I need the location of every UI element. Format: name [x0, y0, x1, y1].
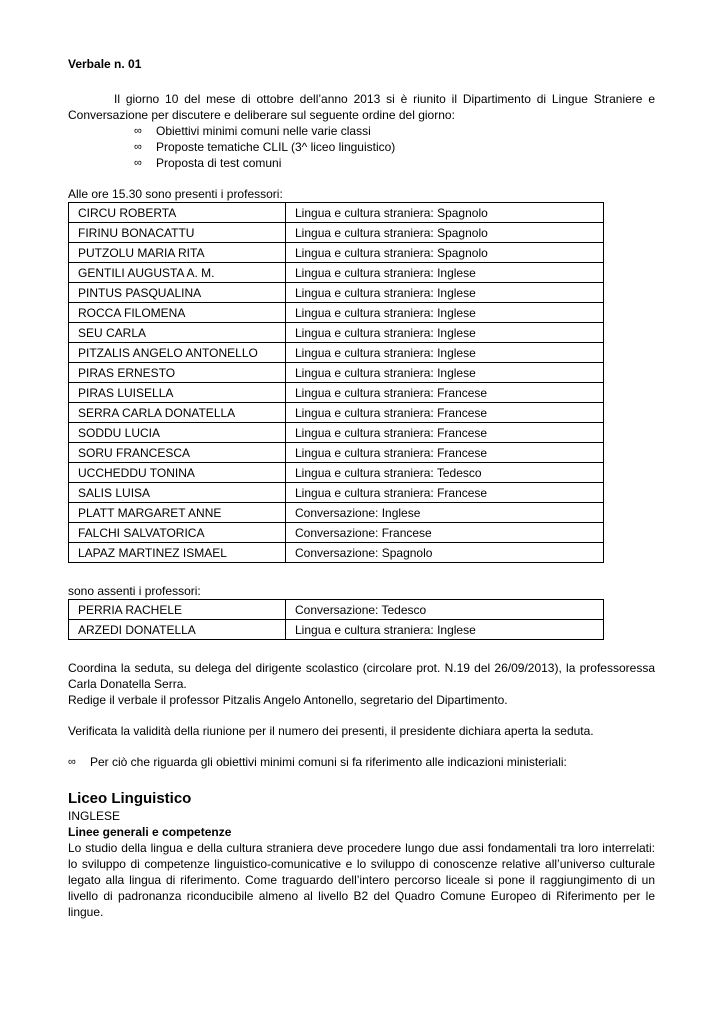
table-row: [69, 323, 604, 343]
subject-cell: Lingua e cultura straniera: Inglese: [286, 363, 604, 383]
professor-name-cell: PERRIA RACHELE: [69, 600, 286, 620]
coordination-paragraph: Coordina la seduta, su delega del dirigente scolastico (circolare prot. N.19 del 26/09/2013), la professoressa Carla Donatella Serra.: [68, 661, 655, 691]
professor-name-cell: SORU FRANCESCA: [69, 443, 286, 463]
agenda-item: ∞ Proposta di test comuni: [134, 156, 282, 170]
table-row: [69, 283, 604, 303]
professor-name-cell: SEU CARLA: [69, 323, 286, 343]
table-row: [69, 403, 604, 423]
agenda-list: [68, 123, 655, 171]
professor-name-cell: SODDU LUCIA: [69, 423, 286, 443]
table-row: [69, 463, 604, 483]
subject-cell: Lingua e cultura straniera: Francese: [286, 443, 604, 463]
present-intro: Alle ore 15.30 sono presenti i professori:: [68, 187, 283, 201]
subject-cell: Lingua e cultura straniera: Inglese: [286, 263, 604, 283]
subject-cell: Conversazione: Inglese: [286, 503, 604, 523]
infinity-bullet-icon: ∞: [134, 125, 142, 137]
professor-name-cell: PITZALIS ANGELO ANTONELLO: [69, 343, 286, 363]
table-row: [69, 343, 604, 363]
professor-name-cell: PINTUS PASQUALINA: [69, 283, 286, 303]
point-1: ∞ Per ciò che riguarda gli obiettivi minimi comuni si fa riferimento alle indicazioni ministeriali:: [68, 755, 567, 769]
infinity-bullet-icon: ∞: [134, 141, 142, 153]
subject-cell: Lingua e cultura straniera: Francese: [286, 483, 604, 503]
table-row: [69, 503, 604, 523]
section-language: INGLESE: [68, 809, 121, 823]
subject-cell: Conversazione: Spagnolo: [286, 543, 604, 563]
table-row: [69, 243, 604, 263]
professor-name-cell: ARZEDI DONATELLA: [69, 620, 286, 640]
professor-name-cell: FALCHI SALVATORICA: [69, 523, 286, 543]
subject-cell: Lingua e cultura straniera: Inglese: [286, 620, 604, 640]
professor-name-cell: SALIS LUISA: [69, 483, 286, 503]
present-table: [68, 202, 604, 563]
section-body: Lo studio della lingua e della cultura straniera deve procedere lungo due assi fondamentali tra loro interrelati: lo sviluppo di competenze linguistico-comunicative e lo sviluppo di conoscenze relative all’universo culturale legato alla lingua di riferimento. Come traguardo dell’intero percorso liceale si pone il raggiungimento di un livello di padronanza riconducibile almeno al livello B2 del Quadro Comune Europeo di Riferimento per le lingue.: [68, 841, 655, 919]
table-row: [69, 523, 604, 543]
document-page: [68, 56, 655, 920]
professor-name-cell: PLATT MARGARET ANNE: [69, 503, 286, 523]
table-row: [69, 223, 604, 243]
document-title: Verbale n. 01: [68, 57, 142, 71]
subject-cell: Conversazione: Tedesco: [286, 600, 604, 620]
table-row: [69, 203, 604, 223]
professor-name-cell: LAPAZ MARTINEZ ISMAEL: [69, 543, 286, 563]
subject-cell: Lingua e cultura straniera: Francese: [286, 403, 604, 423]
professor-name-cell: PUTZOLU MARIA RITA: [69, 243, 286, 263]
opening-paragraph: Il giorno 10 del mese di ottobre dell’anno 2013 si è riunito il Dipartimento di Lingue Straniere e Conversazione per discutere e deliberare sul seguente ordine del giorno:: [68, 92, 655, 122]
subject-cell: Lingua e cultura straniera: Inglese: [286, 303, 604, 323]
professor-name-cell: ROCCA FILOMENA: [69, 303, 286, 323]
table-row: [69, 363, 604, 383]
subject-cell: Lingua e cultura straniera: Spagnolo: [286, 243, 604, 263]
professor-name-cell: PIRAS LUISELLA: [69, 383, 286, 403]
table-row: [69, 423, 604, 443]
absent-table: [68, 599, 604, 640]
table-row: [69, 600, 604, 620]
professor-name-cell: CIRCU ROBERTA: [69, 203, 286, 223]
subject-cell: Lingua e cultura straniera: Francese: [286, 423, 604, 443]
subject-cell: Lingua e cultura straniera: Spagnolo: [286, 223, 604, 243]
validity-paragraph: Verificata la validità della riunione per il numero dei presenti, il presidente dichiara aperta la seduta.: [68, 724, 594, 738]
subject-cell: Lingua e cultura straniera: Inglese: [286, 283, 604, 303]
infinity-bullet-icon: ∞: [68, 756, 76, 768]
professor-name-cell: GENTILI AUGUSTA A. M.: [69, 263, 286, 283]
agenda-item: ∞ Proposte tematiche CLIL (3^ liceo linguistico): [134, 140, 396, 154]
table-row: [69, 443, 604, 463]
table-row: [69, 620, 604, 640]
professor-name-cell: SERRA CARLA DONATELLA: [69, 403, 286, 423]
agenda-item: ∞ Obiettivi minimi comuni nelle varie classi: [134, 124, 371, 138]
subject-cell: Conversazione: Francese: [286, 523, 604, 543]
professor-name-cell: FIRINU BONACATTU: [69, 223, 286, 243]
subject-cell: Lingua e cultura straniera: Francese: [286, 383, 604, 403]
table-row: [69, 303, 604, 323]
subject-cell: Lingua e cultura straniera: Tedesco: [286, 463, 604, 483]
infinity-bullet-icon: ∞: [134, 157, 142, 169]
absent-intro: sono assenti i professori:: [68, 584, 201, 598]
professor-name-cell: UCCHEDDU TONINA: [69, 463, 286, 483]
subject-cell: Lingua e cultura straniera: Spagnolo: [286, 203, 604, 223]
subject-cell: Lingua e cultura straniera: Inglese: [286, 323, 604, 343]
section-subtitle: Linee generali e competenze: [68, 825, 232, 839]
table-row: [69, 483, 604, 503]
subject-cell: Lingua e cultura straniera: Inglese: [286, 343, 604, 363]
table-row: [69, 383, 604, 403]
table-row: [69, 543, 604, 563]
secretary-paragraph: Redige il verbale il professor Pitzalis Angelo Antonello, segretario del Dipartimento.: [68, 693, 508, 707]
table-row: [69, 263, 604, 283]
section-title: Liceo Linguistico: [68, 790, 192, 807]
professor-name-cell: PIRAS ERNESTO: [69, 363, 286, 383]
